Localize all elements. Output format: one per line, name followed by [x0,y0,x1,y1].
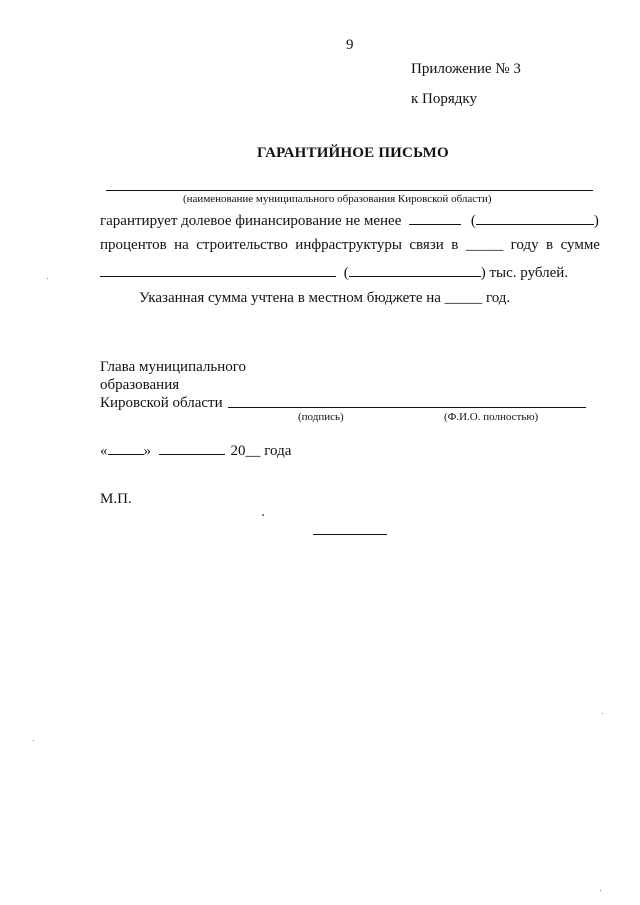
scan-speck [47,278,48,279]
signer-title-line3: Кировской области [100,395,223,411]
appendix-reference: к Порядку [411,91,477,107]
close-paren: ) [593,213,599,229]
scan-speck [602,713,603,714]
word-in-2: в [546,237,554,253]
full-name-caption: (Ф.И.О. полностью) [444,411,539,423]
guarantee-line [100,210,599,230]
year-prefix: 20 [230,443,246,459]
close-paren-2: ) [480,265,486,281]
open-paren: ( [470,213,476,229]
word-year: году [510,237,539,253]
budget-year-blank: _____ [444,290,483,306]
open-paren-2: ( [343,265,349,281]
amount-line [100,262,568,282]
year-blank: _____ [465,237,504,253]
date-suffix: года [264,443,292,459]
construction-line [100,236,600,254]
word-percent: процентов [100,237,167,253]
date-close-quote: » [143,443,151,459]
signer-title-line2: образования [100,377,180,393]
date-open-quote: « [100,443,108,459]
signature-caption: (подпись) [298,411,344,423]
word-in: в [451,237,459,253]
amount-blank [100,262,336,277]
municipality-name-line [106,190,593,191]
word-on: на [174,237,189,253]
scan-speck [262,514,264,516]
year-short-blank: __ [245,443,261,459]
signature-line [228,407,586,408]
appendix-number: Приложение № 3 [411,61,521,77]
thousand-rubles: тыс. рублей. [489,265,569,281]
word-construction: строительство [196,237,288,253]
closing-separator [313,534,387,535]
budget-line [139,289,510,307]
percent-words-blank [476,210,594,225]
guarantee-text: гарантирует долевое финансирование не менее [100,213,402,229]
amount-words-blank [349,262,481,277]
stamp-place: М.П. [100,491,132,507]
word-infrastructure: инфраструктуры [295,237,402,253]
word-sum: сумме [560,237,600,253]
document-title: ГАРАНТИЙНОЕ ПИСЬМО [257,145,449,161]
scan-speck [600,890,601,891]
month-blank [159,440,225,455]
scan-speck [33,740,34,741]
budget-sentence: Указанная сумма учтена в местном бюджете на [139,290,441,306]
municipality-caption: (наименование муниципального образования Кировской области) [183,193,492,205]
page-number: 9 [346,37,354,53]
signer-title-line1: Глава муниципального [100,359,247,375]
day-blank [108,440,144,455]
word-communication: связи [409,237,444,253]
budget-year-word: год. [485,290,511,306]
date-line [100,440,291,460]
percent-blank [409,210,461,225]
